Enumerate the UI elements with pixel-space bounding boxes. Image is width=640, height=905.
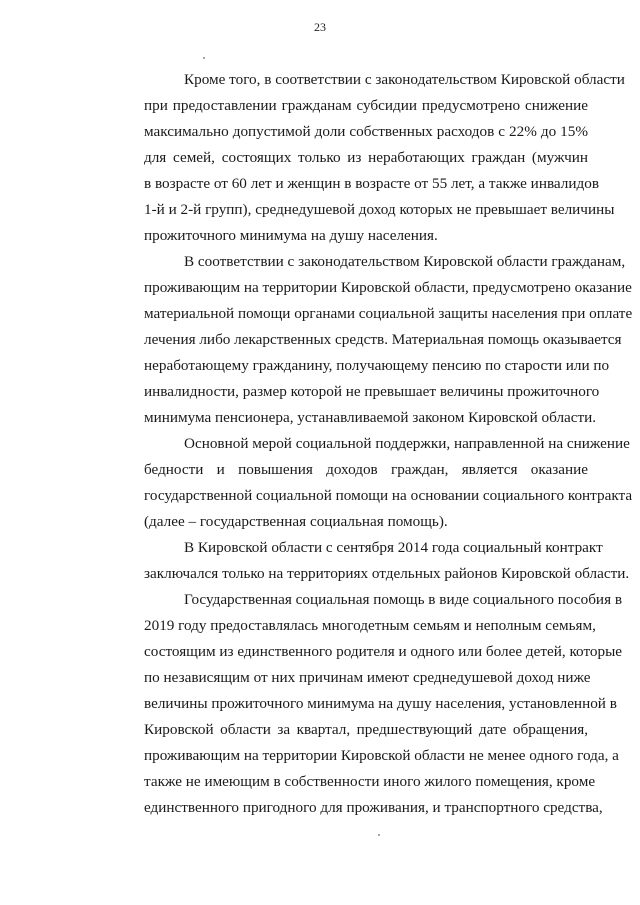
paragraph-line: неработающему гражданину, получающему пенсию по старости или по [144,357,610,374]
paragraph-3 [104,431,633,535]
page-number: 23 [314,20,326,34]
paragraph-line: Кроме того, в соответствии с законодательством Кировской области [184,71,625,88]
paragraph-line: при предоставлении гражданам субсидии предусмотрено снижение [144,97,588,114]
paragraph-line: инвалидности, размер которой не превышает величины прожиточного [144,383,600,400]
paragraph-line: также не имеющим в собственности иного жилого помещения, кроме [144,773,596,790]
scan-speck [203,57,205,59]
paragraph-line: по независящим от них причинам имеют среднедушевой доход ниже [144,669,591,686]
paragraph-line: Основной мерой социальной поддержки, направленной на снижение [184,435,630,452]
scan-speck [378,834,380,836]
paragraph-5 [104,587,623,821]
paragraph-line: минимума пенсионера, устанавливаемой законом Кировской области. [144,409,597,426]
paragraph-line: бедности и повышения доходов граждан, является оказание [144,461,588,478]
paragraph-2 [104,249,633,431]
paragraph-line: максимально допустимой доли собственных расходов с 22% до 15% [144,123,588,140]
paragraph-line: прожиточного минимума на душу населения. [144,227,438,244]
paragraph-line: Государственная социальная помощь в виде социального пособия в [184,591,623,608]
paragraph-line: 1-й и 2-й групп), среднедушевой доход которых не превышает величины [144,201,615,218]
paragraph-line: В соответствии с законодательством Кировской области гражданам, [184,253,626,270]
paragraph-line: заключался только на территориях отдельных районов Кировской области. [144,565,630,582]
paragraph-line: государственной социальной помощи на основании социального контракта [144,487,633,504]
paragraph-line: в возрасте от 60 лет и женщин в возрасте от 55 лет, а также инвалидов [144,175,599,192]
paragraph-line: Кировской области за квартал, предшествующий дате обращения, [144,721,588,738]
paragraph-line: проживающим на территории Кировской области не менее одного года, а [144,747,619,764]
paragraph-line: В Кировской области с сентября 2014 года социальный контракт [184,539,603,556]
paragraph-line: состоящим из единственного родителя и одного или более детей, которые [144,643,623,660]
paragraph-line: для семей, состоящих только из неработающих граждан (мужчин [144,149,588,166]
paragraph-4 [104,535,630,587]
paragraph-line: величины прожиточного минимума на душу населения, установленной в [144,695,617,712]
paragraph-line: 2019 году предоставлялась многодетным семьям и неполным семьям, [144,617,596,634]
paragraph-line: проживающим на территории Кировской области, предусмотрено оказание [144,279,632,296]
paragraph-line: лечения либо лекарственных средств. Материальная помощь оказывается [144,331,622,348]
paragraph-line: единственного пригодного для проживания, и транспортного средства, [144,799,603,816]
paragraph-1 [104,67,625,249]
paragraph-line: материальной помощи органами социальной защиты населения при оплате [144,305,633,322]
paragraph-line: (далее – государственная социальная помощь). [144,513,448,530]
document-body [104,67,633,821]
